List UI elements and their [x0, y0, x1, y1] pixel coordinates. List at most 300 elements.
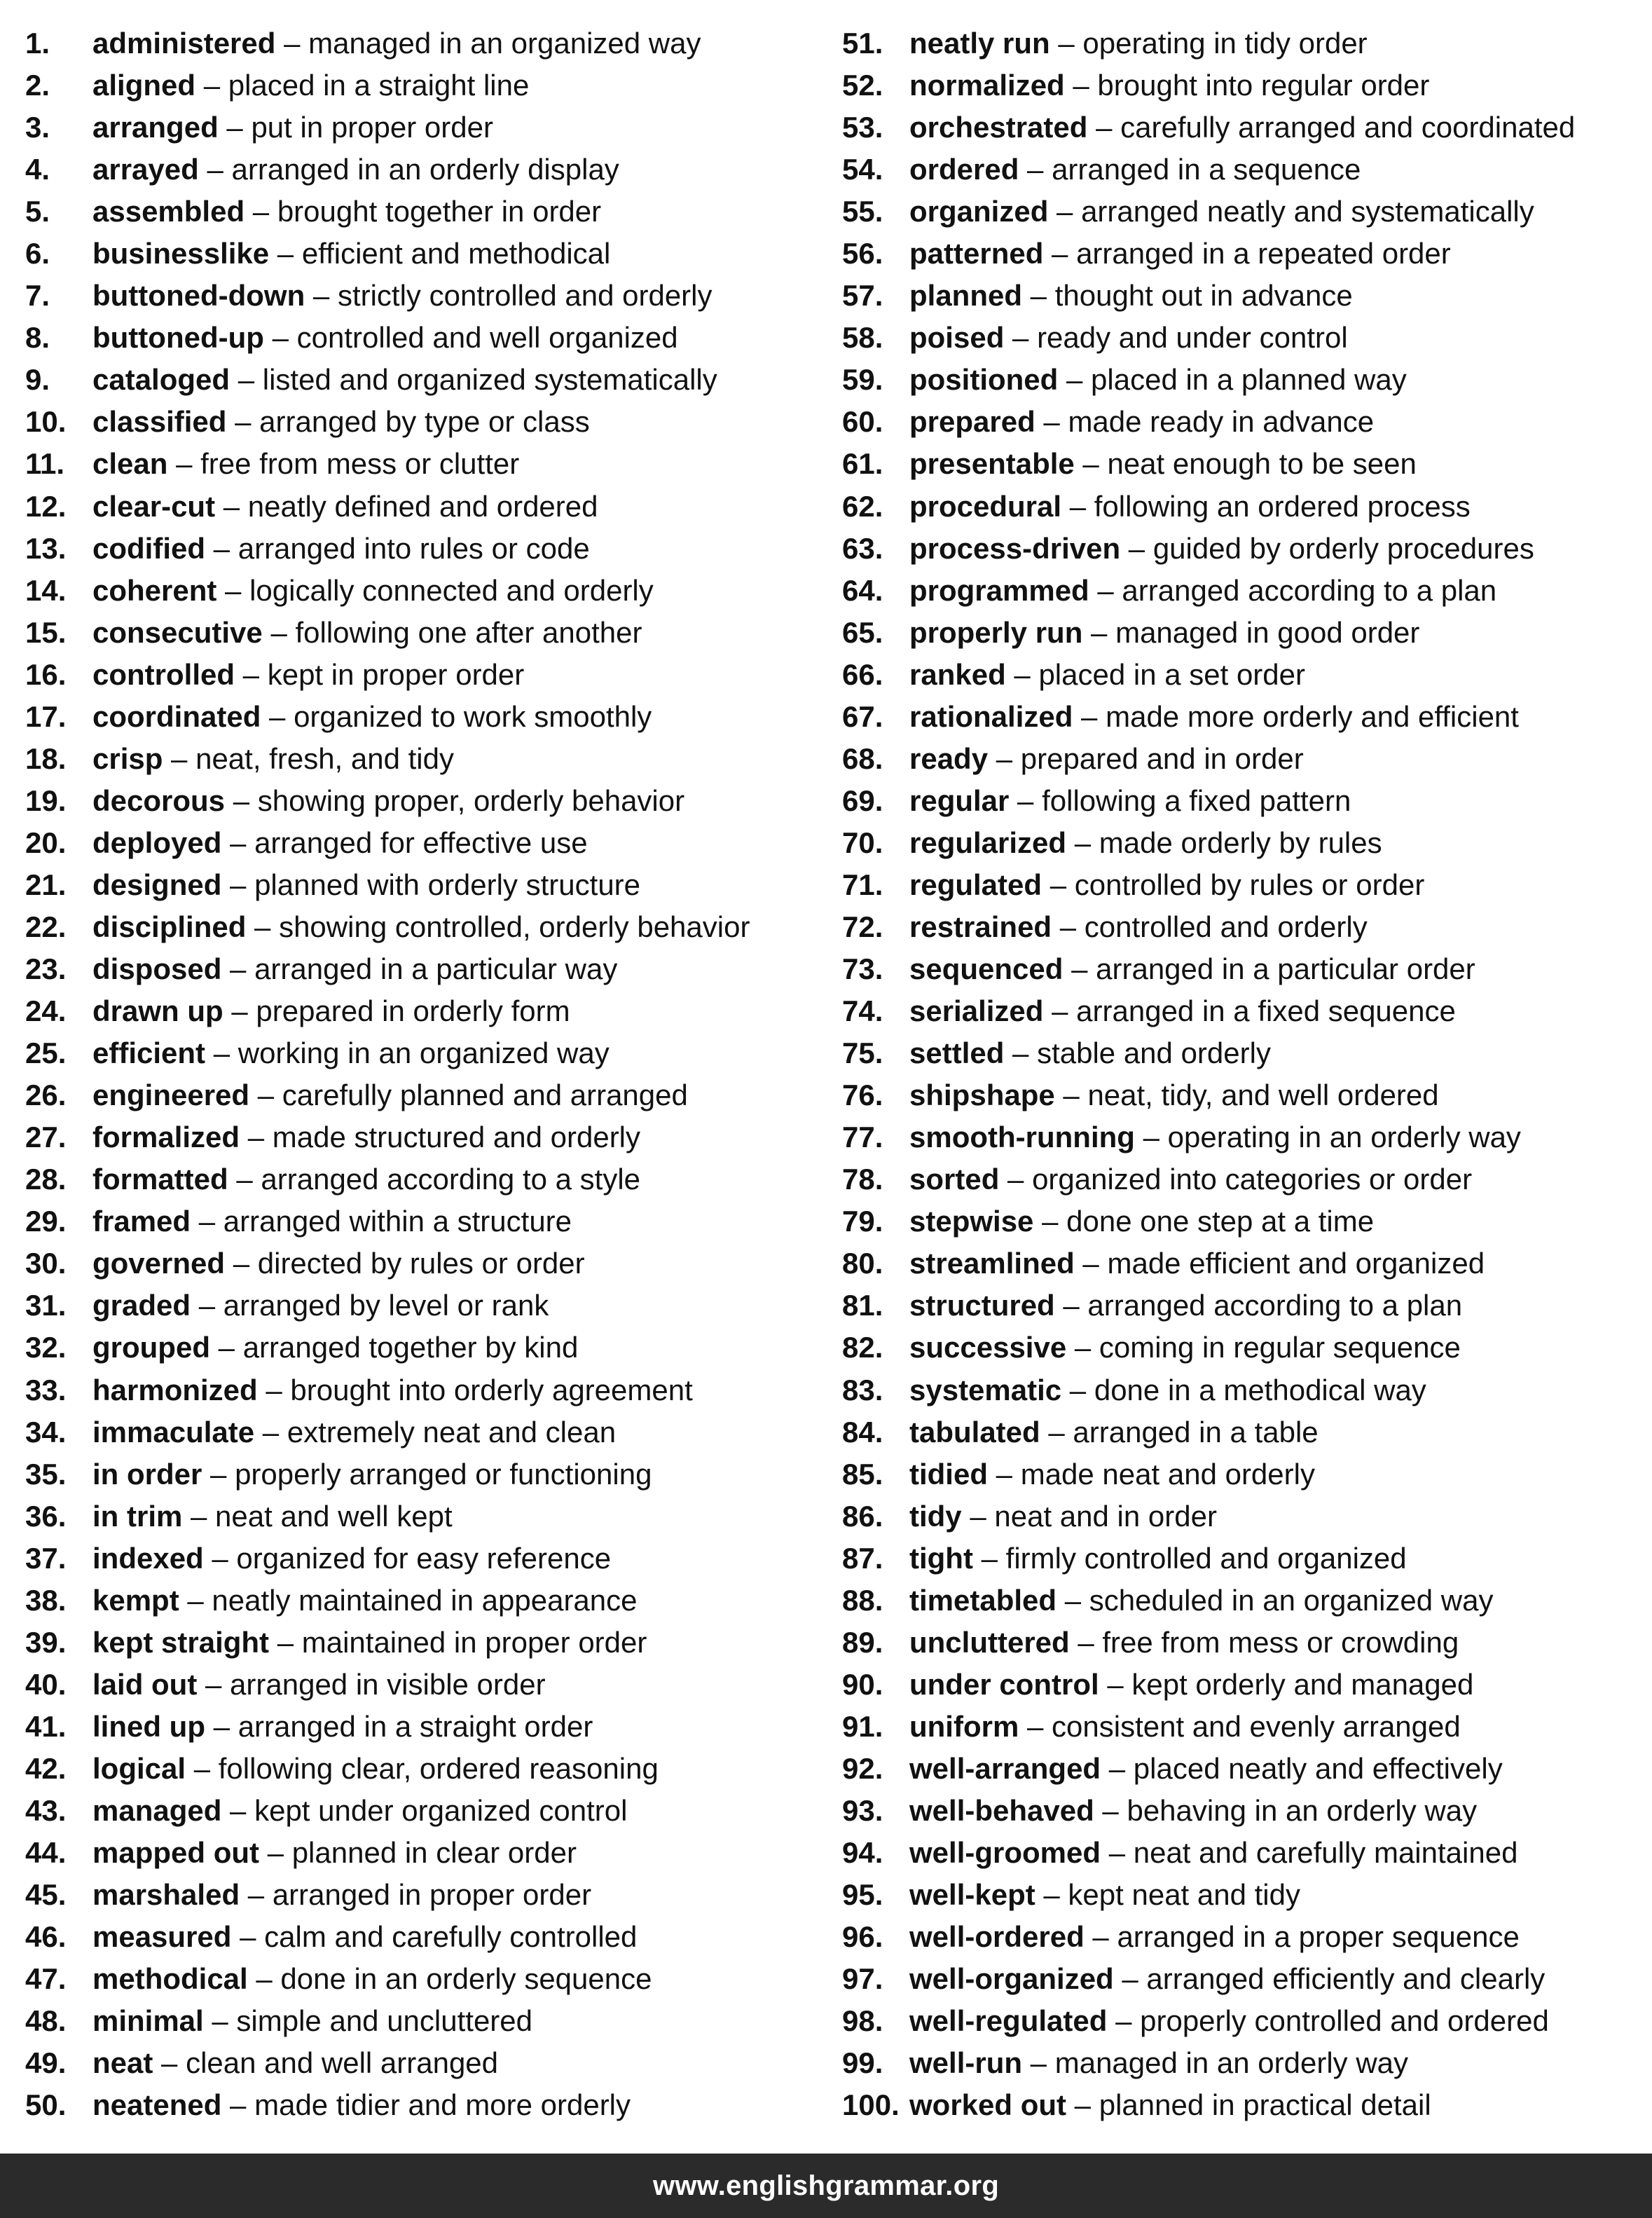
item-definition: arranged efficiently and clearly	[1146, 1962, 1546, 1996]
item-number: 67.	[842, 699, 883, 733]
item-separator: –	[1073, 699, 1106, 733]
list-item	[842, 612, 1648, 654]
list-item	[25, 1706, 831, 1748]
item-number: 4.	[25, 153, 50, 186]
item-term: framed	[92, 1205, 191, 1238]
item-definition: made ready in advance	[1068, 405, 1375, 439]
item-term: disciplined	[92, 910, 247, 943]
item-definition: consistent and evenly arranged	[1052, 1709, 1461, 1743]
item-definition: arranged in a fixed sequence	[1076, 994, 1456, 1028]
item-number: 80.	[842, 1247, 883, 1280]
list-item	[25, 443, 831, 485]
item-definition: controlled by rules or order	[1074, 868, 1425, 901]
item-separator: –	[195, 69, 228, 102]
item-separator: –	[1019, 1709, 1052, 1743]
item-term: engineered	[92, 1079, 250, 1112]
list-item	[25, 1495, 831, 1538]
item-number: 23.	[25, 952, 67, 986]
item-definition: arranged within a structure	[223, 1205, 572, 1238]
item-separator: –	[261, 699, 294, 733]
item-separator: –	[182, 1499, 216, 1533]
item-separator: –	[1035, 405, 1068, 439]
item-definition: organized for easy reference	[236, 1541, 612, 1575]
item-number: 7.	[25, 279, 50, 313]
item-term: crisp	[92, 741, 163, 775]
list-item	[25, 1790, 831, 1832]
list-item	[25, 1200, 831, 1243]
item-number: 5.	[25, 195, 50, 228]
item-separator: –	[1004, 1036, 1038, 1070]
item-number: 14.	[25, 573, 67, 607]
item-separator: –	[1101, 1751, 1134, 1785]
item-number: 63.	[842, 531, 883, 565]
item-term: buttoned-up	[92, 321, 264, 355]
item-separator: –	[223, 994, 256, 1028]
item-definition: kept orderly and managed	[1131, 1667, 1474, 1701]
item-separator: –	[249, 1079, 282, 1112]
list-item	[25, 1832, 831, 1874]
item-separator: –	[221, 2088, 255, 2122]
item-number: 35.	[25, 1457, 67, 1491]
item-separator: –	[246, 910, 280, 943]
item-definition: clean and well arranged	[186, 2046, 499, 2080]
item-term: businesslike	[92, 237, 270, 271]
item-separator: –	[205, 1709, 238, 1743]
list-item	[842, 233, 1648, 275]
item-number: 19.	[25, 783, 67, 817]
item-definition: arranged in a sequence	[1052, 153, 1361, 186]
list-item	[842, 822, 1648, 864]
list-item	[842, 864, 1648, 906]
item-number: 89.	[842, 1625, 883, 1659]
item-separator: –	[262, 615, 296, 649]
item-separator: –	[167, 447, 201, 481]
list-item	[842, 1074, 1648, 1116]
item-term: controlled	[92, 657, 235, 691]
item-separator: –	[1094, 1793, 1127, 1827]
item-number: 55.	[842, 195, 883, 228]
item-term: buttoned-down	[92, 279, 305, 313]
item-definition: arranged according to a plan	[1122, 573, 1497, 607]
item-separator: –	[1040, 1415, 1073, 1449]
item-separator: –	[1087, 111, 1121, 144]
list-item	[25, 275, 831, 317]
list-item	[25, 22, 831, 64]
item-term: regularized	[909, 826, 1067, 859]
item-term: laid out	[92, 1667, 198, 1701]
item-separator: –	[231, 1920, 265, 1954]
item-term: efficient	[92, 1036, 206, 1070]
item-separator: –	[1101, 1836, 1134, 1870]
list-item	[842, 1622, 1648, 1664]
item-number: 92.	[842, 1751, 883, 1785]
item-definition: arranged in proper order	[272, 1878, 592, 1912]
item-separator: –	[225, 783, 258, 817]
list-item	[842, 1790, 1648, 1832]
item-separator: –	[203, 2004, 237, 2038]
item-definition: showing proper, orderly behavior	[257, 783, 685, 817]
item-separator: –	[1022, 279, 1055, 313]
item-separator: –	[1035, 1878, 1068, 1912]
item-number: 31.	[25, 1289, 67, 1322]
item-definition: working in an organized way	[238, 1036, 610, 1070]
item-definition: brought into orderly agreement	[290, 1373, 693, 1406]
item-separator: –	[999, 1163, 1033, 1196]
item-separator: –	[988, 1457, 1021, 1491]
item-definition: stable and orderly	[1037, 1036, 1271, 1070]
item-definition: placed in a straight line	[228, 69, 530, 102]
item-number: 51.	[842, 27, 883, 60]
list-item	[25, 528, 831, 570]
list-item	[25, 990, 831, 1032]
item-definition: prepared and in order	[1020, 741, 1304, 775]
item-number: 87.	[842, 1541, 883, 1575]
item-definition: logically connected and orderly	[249, 573, 654, 607]
item-separator: –	[1120, 531, 1153, 565]
item-definition: controlled and well organized	[296, 321, 678, 355]
item-number: 1.	[25, 27, 50, 60]
item-number: 78.	[842, 1163, 883, 1196]
item-term: uncluttered	[909, 1625, 1070, 1659]
item-separator: –	[235, 657, 268, 691]
item-definition: scheduled in an organized way	[1089, 1583, 1494, 1617]
list-item	[25, 2084, 831, 2126]
item-term: kept straight	[92, 1625, 270, 1659]
list-item	[25, 696, 831, 738]
item-term: systematic	[909, 1373, 1062, 1406]
item-number: 72.	[842, 910, 883, 943]
item-definition: free from mess or crowding	[1102, 1625, 1459, 1659]
item-separator: –	[221, 868, 255, 901]
item-separator: –	[153, 2046, 186, 2080]
item-number: 88.	[842, 1583, 883, 1617]
item-term: clean	[92, 447, 168, 481]
item-definition: behaving in an orderly way	[1127, 1793, 1478, 1827]
item-term: kempt	[92, 1583, 179, 1617]
item-definition: brought together in order	[277, 195, 602, 228]
item-number: 47.	[25, 1962, 67, 1996]
item-number: 57.	[842, 279, 883, 313]
item-number: 96.	[842, 1920, 883, 1954]
item-definition: done in a methodical way	[1094, 1373, 1426, 1406]
item-term: under control	[909, 1667, 1099, 1701]
item-term: disposed	[92, 952, 222, 986]
list-item	[842, 2084, 1648, 2126]
item-term: stepwise	[909, 1205, 1034, 1238]
list-item	[25, 822, 831, 864]
item-number: 99.	[842, 2046, 883, 2080]
item-definition: arranged in a table	[1073, 1415, 1319, 1449]
list-item	[842, 1580, 1648, 1622]
item-number: 24.	[25, 994, 67, 1028]
item-number: 52.	[842, 69, 883, 102]
item-number: 30.	[25, 1247, 67, 1280]
item-number: 71.	[842, 868, 883, 901]
list-item	[25, 1285, 831, 1327]
item-separator: –	[1082, 615, 1116, 649]
item-number: 73.	[842, 952, 883, 986]
item-term: ready	[909, 741, 989, 775]
item-definition: made orderly by rules	[1099, 826, 1382, 859]
item-separator: –	[1022, 2046, 1055, 2080]
list-item	[25, 2000, 831, 2042]
item-number: 39.	[25, 1625, 67, 1659]
item-term: planned	[909, 279, 1023, 313]
item-definition: neat, tidy, and well ordered	[1087, 1079, 1439, 1112]
item-separator: –	[209, 1331, 243, 1364]
item-term: properly run	[909, 615, 1083, 649]
list-item	[842, 359, 1648, 401]
item-definition: arranged neatly and systematically	[1081, 195, 1534, 228]
list-item	[25, 1958, 831, 2000]
item-separator: –	[1049, 27, 1083, 60]
item-term: restrained	[909, 910, 1052, 943]
list-item	[842, 738, 1648, 780]
item-separator: –	[1061, 1373, 1094, 1406]
item-definition: arranged into rules or code	[238, 531, 590, 565]
item-separator: –	[240, 1878, 273, 1912]
item-separator: –	[205, 531, 238, 565]
item-number: 56.	[842, 237, 883, 271]
item-definition: calm and carefully controlled	[264, 1920, 638, 1954]
item-term: uniform	[909, 1709, 1019, 1743]
item-definition: managed in an orderly way	[1054, 2046, 1409, 2080]
item-definition: arranged in a particular way	[254, 952, 618, 986]
item-definition: arranged in a proper sequence	[1117, 1920, 1520, 1954]
item-definition: following a fixed pattern	[1042, 783, 1351, 817]
list-item	[842, 22, 1648, 64]
item-term: streamlined	[909, 1247, 1075, 1280]
item-number: 10.	[25, 405, 67, 439]
item-number: 85.	[842, 1457, 883, 1491]
item-separator: –	[221, 952, 255, 986]
list-item	[842, 1958, 1648, 2000]
item-definition: neat and well kept	[215, 1499, 453, 1533]
list-item	[842, 401, 1648, 443]
item-number: 13.	[25, 531, 67, 565]
item-definition: following an ordered process	[1094, 489, 1471, 523]
item-definition: listed and organized systematically	[262, 363, 717, 397]
item-term: in order	[92, 1457, 202, 1491]
item-definition: following one after another	[295, 615, 642, 649]
item-definition: made neat and orderly	[1020, 1457, 1315, 1491]
list-item	[25, 2042, 831, 2084]
item-number: 11.	[25, 447, 65, 481]
item-definition: controlled and orderly	[1084, 910, 1368, 943]
item-term: coordinated	[92, 699, 261, 733]
item-definition: extremely neat and clean	[287, 1415, 617, 1449]
item-term: poised	[909, 321, 1005, 355]
list-item	[842, 990, 1648, 1032]
item-definition: brought into regular order	[1097, 69, 1430, 102]
item-number: 32.	[25, 1331, 67, 1364]
item-term: drawn up	[92, 994, 223, 1028]
item-separator: –	[1134, 1121, 1168, 1154]
item-number: 8.	[25, 321, 50, 355]
item-term: neatened	[92, 2088, 222, 2122]
item-term: administered	[92, 27, 276, 60]
list-item	[842, 317, 1648, 359]
item-term: logical	[92, 1751, 186, 1785]
item-definition: made efficient and organized	[1107, 1247, 1485, 1280]
item-definition: arranged according to a plan	[1087, 1289, 1463, 1322]
item-number: 97.	[842, 1962, 883, 1996]
item-definition: arranged in visible order	[230, 1667, 546, 1701]
item-term: harmonized	[92, 1373, 258, 1406]
item-separator: –	[1074, 447, 1108, 481]
item-separator: –	[961, 1499, 995, 1533]
list-item	[842, 1748, 1648, 1790]
item-term: tidied	[909, 1457, 988, 1491]
item-number: 54.	[842, 153, 883, 186]
list-item	[842, 1243, 1648, 1285]
item-term: well-ordered	[909, 1920, 1085, 1954]
item-term: well-run	[909, 2046, 1023, 2080]
item-definition: arranged by level or rank	[223, 1289, 549, 1322]
item-term: minimal	[92, 2004, 204, 2038]
item-term: regular	[909, 783, 1010, 817]
list-item	[842, 486, 1648, 528]
item-term: tight	[909, 1541, 973, 1575]
item-definition: showing controlled, orderly behavior	[279, 910, 750, 943]
item-separator: –	[259, 1836, 292, 1870]
item-number: 100.	[842, 2088, 900, 2122]
item-number: 66.	[842, 657, 883, 691]
item-number: 22.	[25, 910, 67, 943]
item-term: regulated	[909, 868, 1042, 901]
item-term: tabulated	[909, 1415, 1040, 1449]
item-term: deployed	[92, 826, 222, 859]
list-item	[842, 107, 1648, 149]
list-item	[842, 1538, 1648, 1580]
item-number: 86.	[842, 1499, 883, 1533]
item-number: 69.	[842, 783, 883, 817]
item-term: decorous	[92, 783, 226, 817]
item-separator: –	[1066, 826, 1099, 859]
item-number: 91.	[842, 1709, 883, 1743]
item-term: patterned	[909, 237, 1044, 271]
item-separator: –	[1074, 1247, 1108, 1280]
item-number: 18.	[25, 741, 67, 775]
item-number: 83.	[842, 1373, 883, 1406]
item-term: graded	[92, 1289, 191, 1322]
item-definition: managed in good order	[1115, 615, 1420, 649]
item-number: 17.	[25, 699, 67, 733]
item-separator: –	[163, 741, 196, 775]
item-term: well-behaved	[909, 1793, 1094, 1827]
item-term: orchestrated	[909, 111, 1088, 144]
item-definition: firmly controlled and organized	[1005, 1541, 1407, 1575]
item-definition: arranged in an orderly display	[231, 153, 619, 186]
item-definition: placed in a planned way	[1091, 363, 1407, 397]
item-separator: –	[988, 741, 1021, 775]
list-item	[25, 1032, 831, 1074]
list-item	[842, 1200, 1648, 1243]
list-item	[25, 612, 831, 654]
item-term: neatly run	[909, 27, 1050, 60]
list-item	[25, 1538, 831, 1580]
item-number: 59.	[842, 363, 883, 397]
item-number: 34.	[25, 1415, 67, 1449]
item-definition: neatly defined and ordered	[247, 489, 598, 523]
item-definition: neat, fresh, and tidy	[195, 741, 454, 775]
item-definition: efficient and methodical	[301, 237, 611, 271]
item-number: 25.	[25, 1036, 67, 1070]
item-number: 20.	[25, 826, 67, 859]
list-item	[25, 570, 831, 612]
item-term: clear-cut	[92, 489, 216, 523]
item-number: 2.	[25, 69, 50, 102]
list-item	[25, 906, 831, 948]
item-term: tidy	[909, 1499, 962, 1533]
item-term: in trim	[92, 1499, 183, 1533]
list-item	[842, 64, 1648, 107]
item-term: well-organized	[909, 1962, 1114, 1996]
item-definition: arranged in a repeated order	[1076, 237, 1451, 271]
list-item	[25, 401, 831, 443]
item-term: serialized	[909, 994, 1044, 1028]
list-item	[25, 1874, 831, 1916]
list-item	[25, 1327, 831, 1369]
item-number: 12.	[25, 489, 67, 523]
item-definition: done in an orderly sequence	[280, 1962, 652, 1996]
list-item	[842, 654, 1648, 696]
item-number: 40.	[25, 1667, 67, 1701]
item-term: structured	[909, 1289, 1055, 1322]
item-definition: kept neat and tidy	[1068, 1878, 1300, 1912]
item-separator: –	[269, 1625, 302, 1659]
list-item	[25, 64, 831, 107]
item-definition: neatly maintained in appearance	[212, 1583, 638, 1617]
item-definition: arranged together by kind	[242, 1331, 579, 1364]
item-definition: neat enough to be seen	[1107, 447, 1417, 481]
item-definition: organized to work smoothly	[294, 699, 652, 733]
item-separator: –	[1063, 952, 1096, 986]
item-definition: made more orderly and efficient	[1106, 699, 1519, 733]
item-separator: –	[230, 363, 263, 397]
item-definition: arranged in a particular order	[1096, 952, 1475, 986]
item-number: 29.	[25, 1205, 67, 1238]
item-separator: –	[1069, 1625, 1103, 1659]
item-term: codified	[92, 531, 206, 565]
item-separator: –	[215, 489, 248, 523]
item-term: governed	[92, 1247, 226, 1280]
item-separator: –	[228, 1163, 261, 1196]
item-separator: –	[245, 195, 277, 228]
item-term: well-kept	[909, 1878, 1035, 1912]
item-definition: operating in tidy order	[1082, 27, 1368, 60]
item-term: designed	[92, 868, 222, 901]
item-definition: guided by orderly procedures	[1152, 531, 1534, 565]
list-item	[25, 1158, 831, 1200]
list-item	[842, 696, 1648, 738]
item-definition: placed neatly and effectively	[1133, 1751, 1503, 1785]
item-separator: –	[1009, 783, 1042, 817]
item-definition: arranged in a straight order	[238, 1709, 593, 1743]
list-item	[25, 1748, 831, 1790]
item-separator: –	[1054, 1079, 1088, 1112]
item-number: 9.	[25, 363, 50, 397]
item-term: sorted	[909, 1163, 1000, 1196]
item-term: worked out	[909, 2088, 1067, 2122]
item-number: 16.	[25, 657, 67, 691]
list-item	[25, 1074, 831, 1116]
item-definition: properly arranged or functioning	[235, 1457, 652, 1491]
item-number: 81.	[842, 1289, 883, 1322]
list-item	[842, 570, 1648, 612]
list-item	[25, 107, 831, 149]
item-term: well-groomed	[909, 1836, 1101, 1870]
